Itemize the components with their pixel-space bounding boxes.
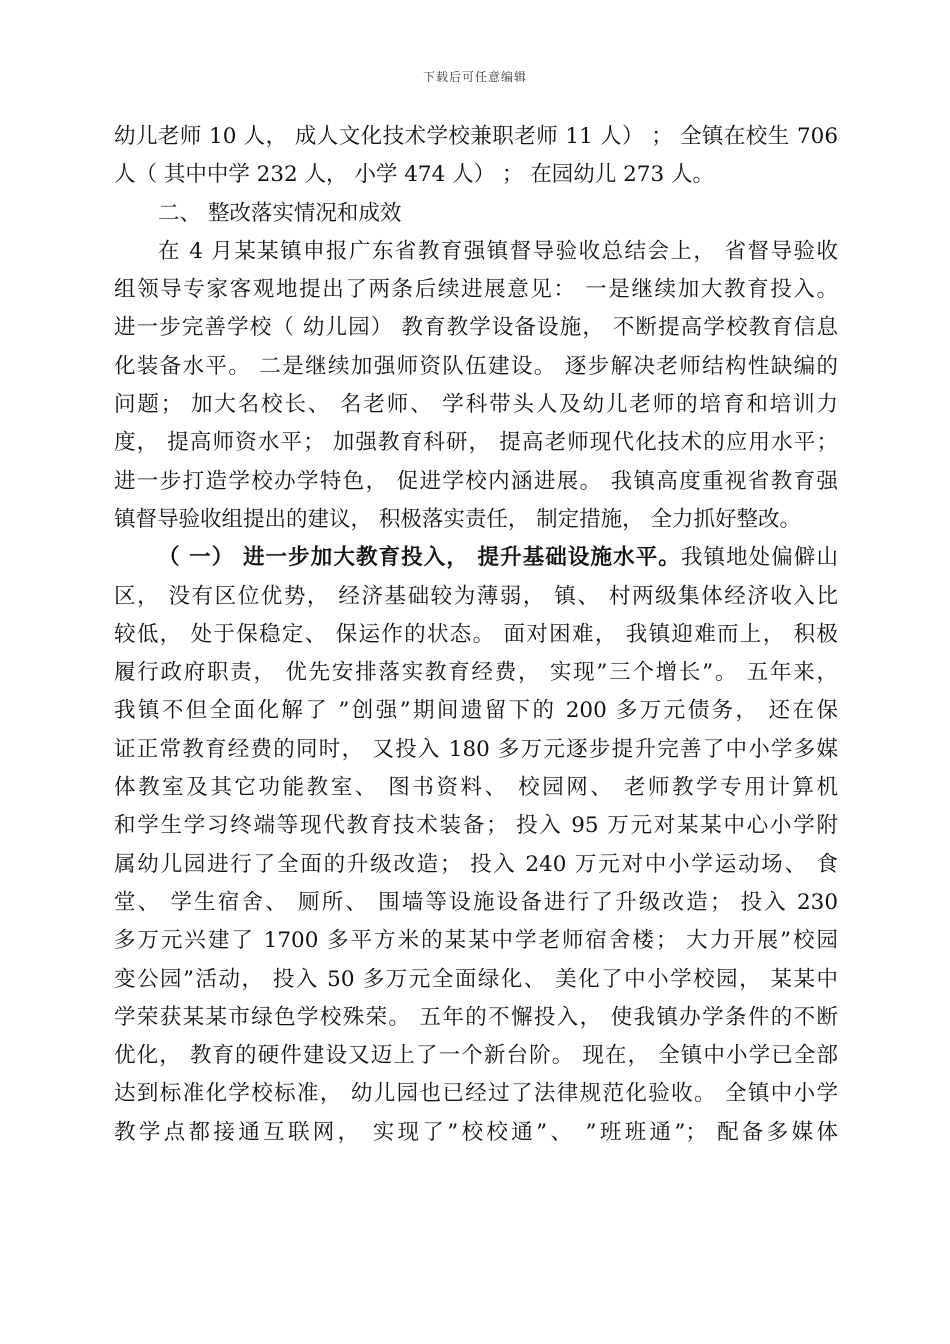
- line-text: 度， 提高师资水平； 加强教育科研， 提高老师现代化技术的应用水平；: [114, 430, 838, 456]
- line-text: 区， 没有区位优势， 经济基础较为薄弱， 镇、 村两级集体经济收入比: [114, 583, 838, 609]
- text-line: [114, 501, 838, 539]
- line-text: 体教室及其它功能教室、 图书资料、 校园网、 老师教学专用计算机: [114, 775, 838, 801]
- line-text: 优化， 教育的硬件建设又迈上了一个新台阶。 现在， 全镇中小学已全部: [114, 1043, 838, 1069]
- text-line: [114, 884, 838, 922]
- text-line: [114, 233, 838, 271]
- text-line: [114, 999, 838, 1037]
- line-text: 和学生学习终端等现代教育技术装备； 投入 95 万元对某某中心小学附: [114, 813, 838, 839]
- text-line: [114, 118, 838, 156]
- text-line: [114, 578, 838, 616]
- text-line: [114, 424, 838, 462]
- text-line: [114, 807, 838, 845]
- text-line: [114, 846, 838, 884]
- line-text: 我镇地处偏僻山: [680, 545, 838, 571]
- text-line: [114, 1075, 838, 1113]
- line-text: 问题； 加大名校长、 名老师、 学科带头人及幼儿老师的培育和培训力: [114, 392, 838, 418]
- text-line: [114, 309, 838, 347]
- line-text: 多万元兴建了 1700 多平方米的某某中学老师宿舍楼； 大力开展”校园: [114, 928, 838, 954]
- line-text: 教学点都接通互联网， 实现了”校校通”、 ”班班通”； 配备多媒体: [114, 1119, 838, 1145]
- line-text: 镇督导验收组提出的建议， 积极落实责任， 制定措施， 全力抓好整改。: [114, 506, 802, 532]
- line-text: 进一步完善学校（ 幼儿园） 教育教学设备设施， 不断提高学校教育信息: [114, 315, 838, 341]
- text-line: [114, 156, 838, 194]
- text-line: [114, 692, 838, 730]
- line-text: 变公园”活动， 投入 50 多万元全面绿化、 美化了中小学校园， 某某中: [114, 966, 838, 992]
- line-text: 学荣获某某市绿色学校殊荣。 五年的不懈投入， 使我镇办学条件的不断: [114, 1004, 838, 1030]
- line-text: 证正常教育经费的同时， 又投入 180 多万元逐步提升完善了中小学多媒: [114, 736, 838, 762]
- line-text: 堂、 学生宿舍、 厕所、 围墙等设施设备进行了升级改造； 投入 230: [114, 889, 838, 915]
- line-text: 幼儿老师 10 人， 成人文化技术学校兼职老师 11 人） ； 全镇在校生 706: [114, 124, 838, 149]
- text-line: [114, 654, 838, 692]
- document-body: [114, 118, 838, 1152]
- line-text: 人（ 其中中学 232 人， 小学 474 人） ； 在园幼儿 273 人。: [114, 162, 714, 188]
- text-line: [114, 731, 838, 769]
- text-line: [114, 961, 838, 999]
- text-line: [114, 922, 838, 960]
- line-text: 化装备水平。 二是继续加强师资队伍建设。 逐步解决老师结构性缺编的: [114, 353, 838, 379]
- text-line: [114, 195, 838, 233]
- line-text: 在 4 月某某镇申报广东省教育强镇督导验收总结会上， 省督导验收: [158, 238, 838, 264]
- line-text: 组领导专家客观地提出了两条后续进展意见： 一是继续加大教育投入。: [114, 277, 838, 303]
- text-line: [114, 539, 838, 577]
- line-text: 属幼儿园进行了全面的升级改造； 投入 240 万元对中小学运动场、 食: [114, 851, 838, 877]
- page-header: 下载后可任意编辑: [422, 70, 527, 84]
- text-line: [114, 1037, 838, 1075]
- text-line: [114, 616, 838, 654]
- text-line: [114, 463, 838, 501]
- line-text: 达到标准化学校标准， 幼儿园也已经过了法律规范化验收。 全镇中小学: [114, 1081, 838, 1107]
- line-text: 较低， 处于保稳定、 保运作的状态。 面对困难， 我镇迎难而上， 积极: [114, 621, 838, 647]
- text-line: [114, 769, 838, 807]
- text-line: [114, 348, 838, 386]
- line-text: 二、 整改落实情况和成效: [158, 200, 402, 226]
- line-text: 履行政府职责， 优先安排落实教育经费， 实现”三个增长”。 五年来，: [114, 660, 838, 686]
- line-text: 我镇不但全面化解了 ”创强”期间遗留下的 200 多万元债务， 还在保: [114, 698, 838, 724]
- text-line: [114, 1114, 838, 1152]
- section-heading: （ 一） 进一步加大教育投入， 提升基础设施水平。: [158, 545, 681, 571]
- line-text: 进一步打造学校办学特色， 促进学校内涵进展。 我镇高度重视省教育强: [114, 468, 838, 494]
- text-line: [114, 271, 838, 309]
- text-line: [114, 386, 838, 424]
